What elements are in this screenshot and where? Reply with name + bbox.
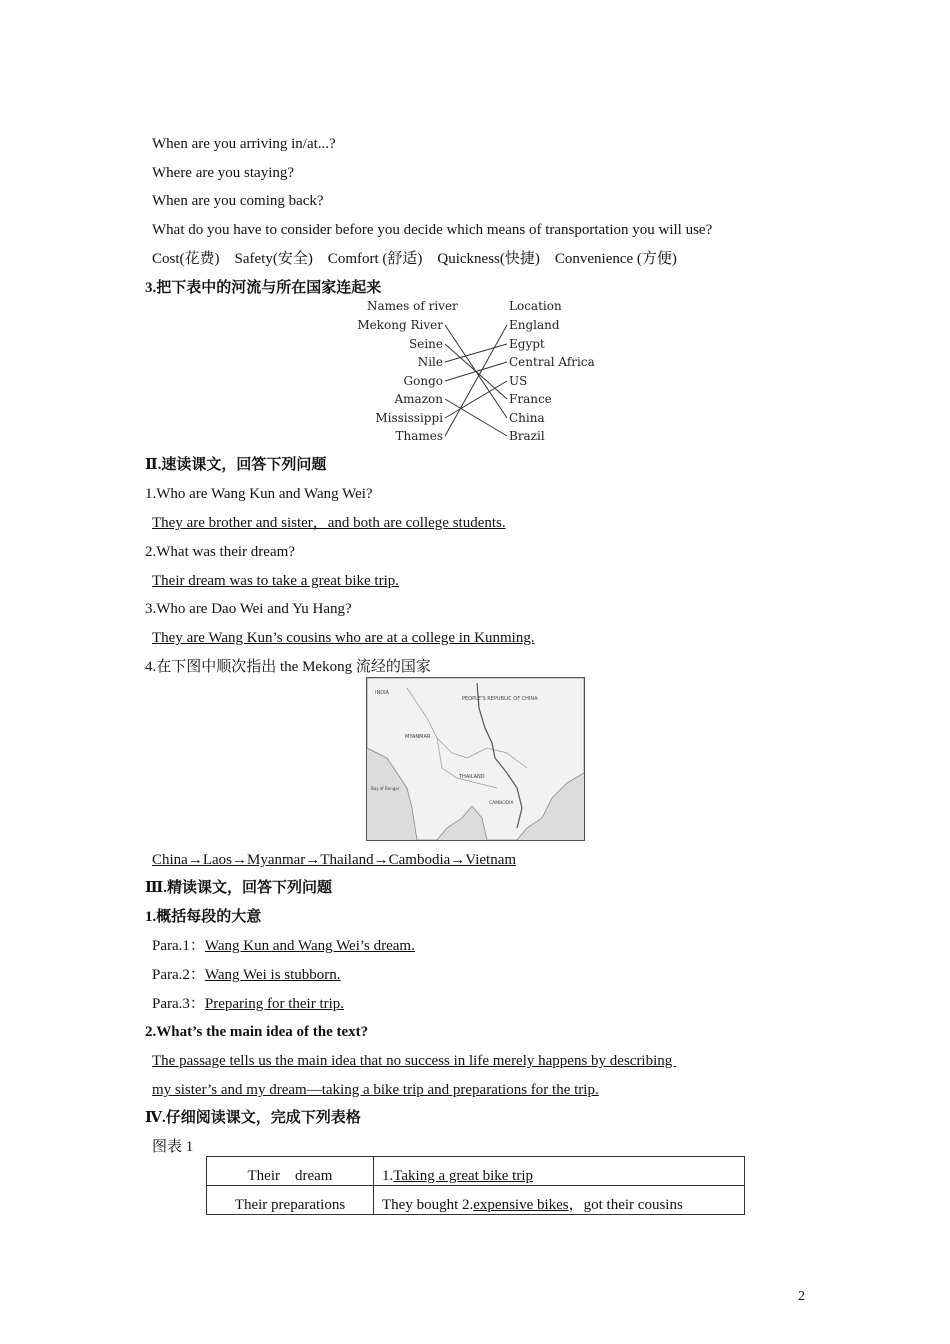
river-label: Mekong River <box>357 318 443 332</box>
para-summary <box>152 936 415 956</box>
para-summary <box>152 965 341 985</box>
map-label: INDIA <box>375 690 389 696</box>
location-label: China <box>509 411 545 425</box>
para-answer: Preparing for their trip. <box>204 996 345 1012</box>
para-answer: Wang Wei is stubborn. <box>204 967 341 983</box>
section-title: Ⅱ.速读课文，回答下列问题 <box>145 457 327 473</box>
text-line: When are you arriving in/at...? <box>152 136 336 152</box>
river-label: Seine <box>409 337 443 351</box>
page-number: 2 <box>798 1289 805 1304</box>
map-label: PEOPLE'S REPUBLIC OF CHINA <box>462 696 538 702</box>
para-summary <box>152 994 344 1014</box>
rivers-header: Names of river <box>367 299 458 313</box>
match-line <box>445 344 507 362</box>
river-label: Gongo <box>403 374 443 388</box>
info-table <box>206 1156 745 1215</box>
answer: Their dream was to take a great bike trip. <box>152 573 399 589</box>
para-label: Para.2： <box>152 967 205 983</box>
row-value <box>374 1186 745 1215</box>
river-matching-diagram <box>355 296 615 448</box>
text-line: What do you have to consider before you decide which means of transportation you will use? <box>152 222 713 238</box>
text-line: When are you coming back? <box>152 193 324 209</box>
location-label: Egypt <box>509 337 545 351</box>
question: 3.Who are Dao Wei and Yu Hang? <box>145 601 352 617</box>
section-title: 3.把下表中的河流与所在国家连起来 <box>145 280 382 296</box>
answer: The passage tells us the main idea that no success in life merely happens by describing <box>152 1053 677 1069</box>
para-label: Para.1： <box>152 938 205 954</box>
match-line <box>445 325 507 436</box>
answer: expensive bikes <box>473 1197 569 1213</box>
question: 2.What was their dream? <box>145 544 295 560</box>
section-title: Ⅳ.仔细阅读课文，完成下列表格 <box>145 1110 361 1126</box>
location-label: Brazil <box>509 429 545 443</box>
answer: China→Laos→Myanmar→Thailand→Cambodia→Vietnam <box>152 852 517 868</box>
question: 4.在下图中顺次指出 the Mekong 流经的国家 <box>145 659 431 675</box>
match-line <box>445 362 507 381</box>
text-line: Where are you staying? <box>152 165 295 181</box>
map-label: Bay of Bengal <box>371 786 399 791</box>
location-label: England <box>509 318 560 332</box>
text-line: Cost(花费) Safety(安全) Comfort (舒适) Quickness(快捷) Convenience (方便) <box>152 251 677 267</box>
river-label: Mississippi <box>375 411 443 425</box>
match-line <box>445 381 507 418</box>
answer: my sister’s and my dream—taking a bike trip and preparations for the trip. <box>152 1082 599 1098</box>
row-value <box>374 1157 745 1186</box>
subsection-title: 1.概括每段的大意 <box>145 909 262 925</box>
question: 1.Who are Wang Kun and Wang Wei? <box>145 486 373 502</box>
location-label: France <box>509 392 552 406</box>
row-label: Their preparations <box>207 1186 374 1215</box>
map-label: THAILAND <box>459 774 485 780</box>
section-title: Ⅲ.精读课文，回答下列问题 <box>145 880 333 896</box>
map-label: MYANMAR <box>405 734 431 740</box>
locations-header: Location <box>509 299 562 313</box>
answer: Taking a great bike trip <box>393 1168 533 1184</box>
table-caption: 图表 1 <box>152 1139 194 1155</box>
text-prefix: They bought 2. <box>382 1197 474 1213</box>
river-label: Nile <box>417 355 443 369</box>
location-label: US <box>509 374 528 388</box>
text-suffix: ，got their cousins <box>568 1197 683 1213</box>
location-label: Central Africa <box>509 355 595 369</box>
river-label: Amazon <box>394 392 443 406</box>
table-row <box>207 1186 745 1215</box>
subsection-title: 2.What’s the main idea of the text? <box>145 1024 369 1040</box>
mekong-map <box>366 677 585 841</box>
river-label: Thames <box>395 429 443 443</box>
item-number: 1. <box>382 1168 394 1184</box>
para-label: Para.3： <box>152 996 205 1012</box>
para-answer: Wang Kun and Wang Wei’s dream. <box>204 938 415 954</box>
row-label: Their dream <box>207 1157 374 1186</box>
answer: They are brother and sister，and both are college students. <box>152 515 506 531</box>
answer: They are Wang Kun’s cousins who are at a college in Kunming. <box>152 630 535 646</box>
map-label: CAMBODIA <box>489 801 514 806</box>
table-row <box>207 1157 745 1186</box>
